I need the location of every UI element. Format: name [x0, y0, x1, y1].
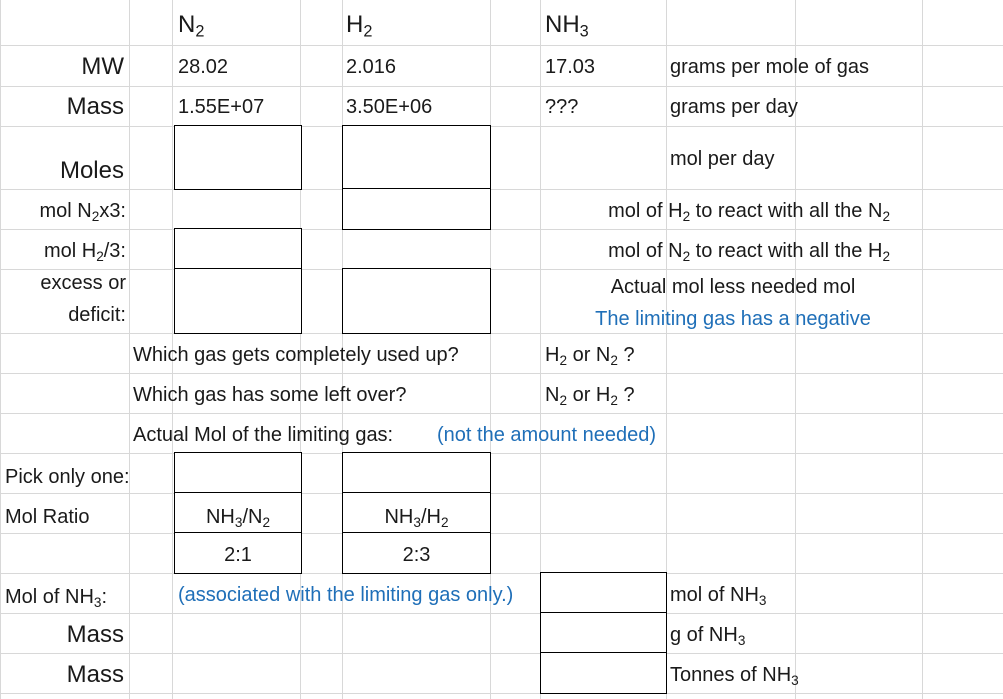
pick-h2-input[interactable]: [342, 452, 491, 494]
mol-h2div3-note: mol of $N_2$ to react with all the $H_2$: [608, 240, 890, 264]
nh3-mol-unit: mol of $NH_3$: [670, 584, 767, 608]
header-nh3: $NH_3$: [545, 11, 589, 41]
mol-h2div3-input[interactable]: [174, 228, 302, 270]
mol-n2x3-input[interactable]: [342, 188, 491, 230]
nh3-mass-t-unit: Tonnes of $NH_3$: [670, 664, 799, 688]
ratio-n2-label: $NH_3/N_2$: [205, 506, 270, 530]
mw-nh3-value: 17.03: [545, 56, 596, 78]
nh3-mass-g-label: Mass: [66, 621, 124, 648]
mass-unit: grams per day: [670, 96, 798, 118]
mol-h2div3-label: mol $H_2/3$:: [43, 240, 126, 264]
gridline: [0, 45, 1003, 46]
pick-n2-input[interactable]: [174, 452, 302, 494]
moles-h2-input[interactable]: [342, 125, 491, 190]
gridline: [0, 269, 1003, 270]
mass-nh3-value: ???: [545, 96, 579, 118]
gridline: [0, 453, 1003, 454]
mass-h2-value: 3.50E+06: [346, 96, 433, 118]
nh3-mol-input[interactable]: [540, 572, 667, 614]
excess-label-line1: excess or: [40, 272, 126, 294]
pick-label: Pick only one:: [5, 466, 130, 488]
nh3-mass-g-unit: g of $NH_3$: [670, 624, 746, 648]
mw-unit: grams per mole of gas: [670, 56, 869, 78]
mw-label: MW: [81, 53, 124, 80]
mass-label: Mass: [66, 93, 124, 120]
excess-label-line2: deficit:: [68, 304, 126, 326]
ratio-n2-value: 2:1: [224, 544, 252, 566]
mol-n2x3-note: mol of $H_2$ to react with all the $N_2$: [608, 200, 890, 224]
gridline: [0, 693, 1003, 694]
header-n2: $N_2$: [178, 11, 205, 41]
gridline: [0, 573, 1003, 574]
gridline: [0, 493, 1003, 494]
excess-note-blue: The limiting gas has a negative: [595, 308, 871, 330]
mass-n2-value: 1.55E+07: [178, 96, 265, 118]
ratio-h2-label: $NH_3/H_2$: [384, 506, 449, 530]
answer-left-over: $N_2$ or $H_2$ ?: [545, 384, 635, 408]
question-used-up: Which gas gets completely used up?: [133, 344, 459, 366]
question-left-over: Which gas has some left over?: [133, 384, 407, 406]
mol-n2x3-label: mol $N_2x3$:: [39, 200, 126, 224]
gridline: [0, 533, 1003, 534]
gridline: [0, 413, 1003, 414]
gridline: [0, 189, 1003, 190]
nh3-mass-t-label: Mass: [66, 661, 124, 688]
gridline: [0, 126, 1003, 127]
ratio-label: Mol Ratio: [5, 506, 90, 528]
answer-used-up: $H_2$ or $N_2$ ?: [545, 344, 635, 368]
moles-n2-input[interactable]: [174, 125, 302, 190]
moles-label: Moles: [59, 157, 124, 184]
gridline: [0, 333, 1003, 334]
excess-note: Actual mol less needed mol: [610, 276, 856, 298]
header-h2: $H_2$: [346, 11, 373, 41]
gridline: [922, 0, 923, 699]
mw-h2-value: 2.016: [346, 56, 397, 78]
gridline: [0, 86, 1003, 87]
nh3-grams-input[interactable]: [540, 612, 667, 654]
excess-n2-input[interactable]: [174, 268, 302, 334]
gridline: [0, 613, 1003, 614]
gridline: [0, 373, 1003, 374]
question-limiting-mol: Actual Mol of the limiting gas:: [133, 424, 394, 446]
nh3-mol-label: Mol of $NH_3$:: [5, 586, 108, 610]
mw-n2-value: 28.02: [178, 56, 229, 78]
gridline: [129, 0, 130, 699]
gridline: [0, 229, 1003, 230]
moles-unit: mol per day: [670, 148, 775, 170]
gridline: [0, 653, 1003, 654]
ratio-h2-value: 2:3: [402, 544, 431, 566]
excess-h2-input[interactable]: [342, 268, 491, 334]
nh3-tonnes-input[interactable]: [540, 652, 667, 694]
nh3-mol-note: (associated with the limiting gas only.): [178, 584, 514, 606]
limiting-mol-note: (not the amount needed): [437, 424, 657, 446]
